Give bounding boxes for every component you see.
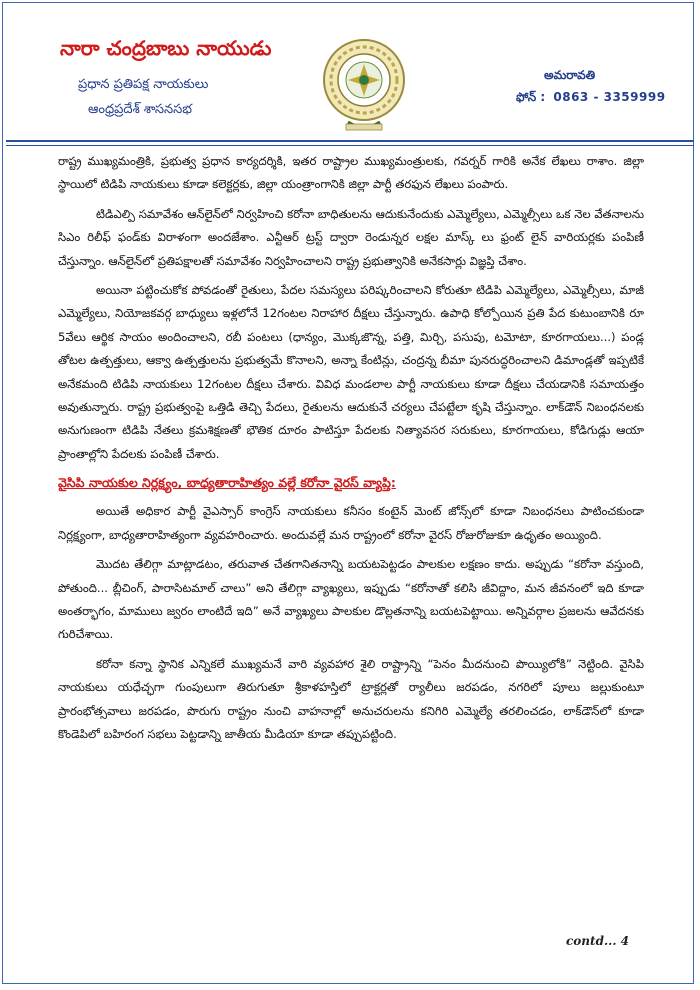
place-amaravati: అమరావతి bbox=[544, 68, 596, 82]
andhra-pradesh-emblem-icon bbox=[318, 36, 410, 136]
paragraph-3: అయినా పట్టించుకోక పోవడంతో రైతులు, పేదల సమస్యలు పరిష్కరించాలని కోరుతూ టిడిపి ఎమ్మెల్యేలు, ఎమ్మెల్సీలు, మాజీ ఎమ్మెల్యేలు, నియోజకవర్గ బాధ్యులు ఇళ్లలోనే 12గంటల నిరాహార దీక్షలు చేస్తున్నారు. ఉపాధి కోల్పోయిన ప్రతి పేద కుటుంబానికి రూ 5వేలు ఆర్థిక సాయం అందించాలని, రబీ పంటలు (ధాన్యం, మొక్కజొన్న, పత్తి, మిర్చి, పసుపు, టమోటా, కూరగాయలు...) పండ్ల తోటల ఉత్పత్తులు, ఆక్వా ఉత్పత్తులను ప్రభుత్వమే కొనాలని, అన్నా కేంటిన్లు, చంద్రన్న బీమా పునరుద్ధరించాలని డిమాండ్లతో ఇప్పటికే అనేకమంది టిడిపి నాయకులు 12గంటల దీక్షలు చేశారు. వివిధ మండలాల పార్టీ నాయకులు కూడా దీక్షలు చేయడానికి సమాయత్తం అవుతున్నారు. రాష్ట్ర ప్రభుత్వంపై ఒత్తిడి తెచ్చి పేదలు, రైతులను ఆదుకునే చర్యలు చేపట్టేలా కృషి చేస్తున్నాం. లాక్‌డౌన్ నిబంధనలకు అనుగుణంగా టిడిపి నేతలు క్రమశిక్షణతో భౌతిక దూరం పాటిస్తూ పేదలకు నిత్యావసర సరుకులు, కూరగాయలు, కోడిగుడ్లు ఆయా ప్రాంతాల్లోని పేదలకు పంపిణీ చేశారు. bbox=[58, 283, 644, 461]
paragraph-1: రాష్ట్ర ముఖ్యమంత్రికి, ప్రభుత్వ ప్రధాన కార్యదర్శికి, ఇతర రాష్ట్రాల ముఖ్యమంత్రులకు, గవర్నర్ గారికి అనేక లేఖలు రాశాం. జిల్లా స్థాయిలో టిడిపి నాయకులు కూడా కలెక్టర్లకు, జిల్లా యంత్రాంగానికి జిల్లా పార్టీ తరఫున లేఖలు పంపారు. bbox=[58, 154, 644, 192]
phone-label: ఫోన్ : bbox=[516, 90, 546, 104]
leader-name: నారా చంద్రబాబు నాయుడు bbox=[60, 36, 272, 60]
continued-label: contd... 4 bbox=[566, 934, 630, 948]
header-rule-thick bbox=[6, 140, 694, 142]
paragraph-4: అయితే అధికార పార్టీ వైఎస్సార్ కాంగ్రెస్ నాయకులు కనీసం కంటైన్ మెంట్ జోన్స్‌లో కూడా నిబంధనలు పాటించకుండా నిర్లక్ష్యంగా, బాధ్యతారాహిత్యంగా వ్యవహరించారు. అందువల్లే మన రాష్ట్రంలో కరోనా వైరస్ రోజురోజుకూ ఉధృతం అయ్యింది. bbox=[58, 504, 644, 542]
assembly-name: ఆంధ్రప్రదేశ్ శాసనసభ bbox=[88, 102, 193, 117]
paragraph-5: మొదట తేలిగ్గా మాట్లాడటం, తరువాత చేతగానితనాన్ని బయటపెట్టడం పాలకుల లక్షణం కాదు. అప్పుడు “కరోనా వస్తుంది, పోతుంది... బ్లీచింగ్, పారాసిటమాల్ చాలు” అని తేలిగ్గా వ్యాఖ్యలు, ఇప్పుడు “కరోనాతో కలిసి జీవిద్దాం, మన జీవనంలో ఇది కూడా అంతర్భాగం, మాములు జ్వరం లాంటిదే ఇది” అనే వ్యాఖ్యలు పాలకుల డొల్లతనాన్ని బయటపెట్టాయి. అన్నివర్గాల ప్రజలను ఆవేదనకు గురిచేశాయి. bbox=[58, 557, 644, 642]
designation: ప్రధాన ప్రతిపక్ష నాయకులు bbox=[78, 77, 209, 92]
paragraph-2: టిడిఎల్పి సమావేశం ఆన్‌లైన్‌లో నిర్వహించి కరోనా బాధితులను ఆదుకునేందుకు ఎమ్మెల్యేలు, ఎమ్మెల్సీలు ఒక నెల వేతనాలను సిఎం రిలీఫ్ ఫండ్‌కు విరాళంగా అందజేశాం. ఎన్టీఆర్ ట్రస్ట్ ద్వారా రెండున్నర లక్షల మాస్క్ లు ఫ్రంట్ లైన్ వారియర్లకు పంపిణీ చేస్తున్నాం. ఆన్‌లైన్‌లో ప్రతిపక్షాలతో సమావేశం నిర్వహించాలని రాష్ట్ర ప్రభుత్వానికి అనేకసార్లు విజ్ఞప్తి చేశాం. bbox=[58, 206, 644, 268]
letter-body bbox=[58, 150, 644, 752]
section-heading: వైసిపి నాయకుల నిర్లక్ష్యం, బాధ్యతారాహిత్యం వల్లే కరోనా వైరస్ వ్యాప్తి: bbox=[58, 475, 396, 491]
phone-line bbox=[516, 90, 666, 107]
phone-number: 0863 - 3359999 bbox=[553, 90, 666, 104]
paragraph-6: కరోనా కన్నా స్థానిక ఎన్నికలే ముఖ్యమనే వారి వ్యవహార శైలి రాష్ట్రాన్ని “పెనం మీదనుంచి పొయ్యిలోకి” నెట్టింది. వైసిపి నాయకులు యధేచ్ఛగా గుంపులుగా తిరుగుతూ శ్రీకాళహస్తిలో ట్రాక్టర్లతో ర్యాలీలు జరపడం, నగరిలో పూలు జల్లుకుంటూ ప్రారంభోత్సవాలు జరపడం, పొరుగు రాష్ట్రం నుంచి వాహనాల్లో అనుచరులను కనిగిరి ఎమ్మెల్యే తరలించడం, లాక్‌డౌన్‌లో కూడా కొండెపిలో బహిరంగ సభలు పెట్టడాన్ని జాతీయ మీడియా కూడా తప్పుపట్టింది. bbox=[58, 656, 644, 741]
header-rule-thin bbox=[6, 145, 694, 146]
letterhead bbox=[0, 0, 700, 150]
